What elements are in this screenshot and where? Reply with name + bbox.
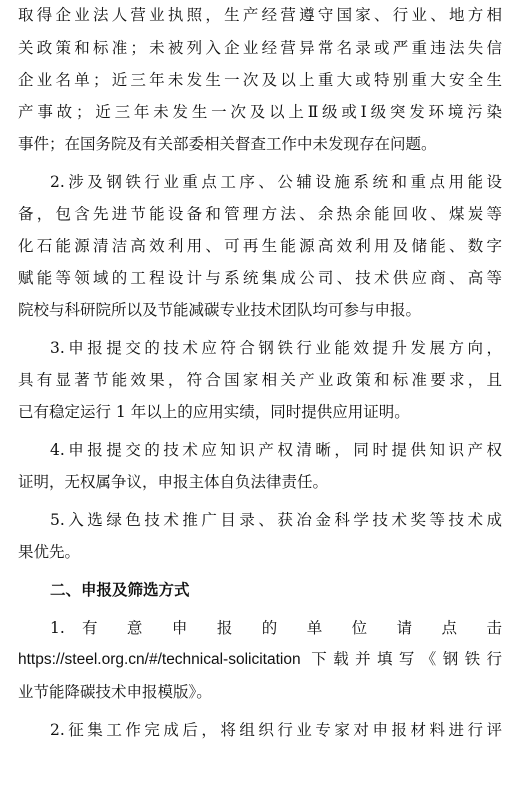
text-line: 2.征集工作完成后，将组织行业专家对申报材料进行评 [50,721,502,739]
text-line: 果优先。 [18,543,81,561]
text-line: 3.申报提交的技术应符合钢铁行业能效提升发展方向， [50,339,502,357]
text-line: 产事故；近三年未发生一次及以上Ⅱ级或Ⅰ级突发环境污染 [18,103,502,121]
url-text-line: https://steel.org.cn/#/technical-solicitation 下载并填写《钢铁行 [18,651,502,668]
text-line: 具有显著节能效果，符合国家相关产业政策和标准要求，且 [18,371,502,389]
text-line: 关政策和标准；未被列入企业经营异常名录或严重违法失信 [18,39,502,57]
text-line: 4.申报提交的技术应知识产权清晰，同时提供知识产权 [50,441,502,459]
text-line: 1. 有 意 申 报 的 单 位 请 点 击 [50,619,502,637]
section-heading: 二、申报及筛选方式 [50,581,190,599]
text-line: 证明，无权属争议，申报主体自负法律责任。 [18,473,329,491]
text-line: 备，包含先进节能设备和管理方法、余热余能回收、煤炭等 [18,205,502,223]
text-line: 取得企业法人营业执照，生产经营遵守国家、行业、地方相 [18,6,502,24]
text-line: 企业名单；近三年未发生一次及以上重大或特别重大安全生 [18,71,502,89]
text-line: 院校与科研院所以及节能减碳专业技术团队均可参与申报。 [18,301,422,319]
text-line: 赋能等领域的工程设计与系统集成公司、技术供应商、高等 [18,269,502,287]
text-line: 化石能源清洁高效利用、可再生能源高效利用及储能、数字 [18,237,502,255]
text-line: 5.入选绿色技术推广目录、获冶金科学技术奖等技术成 [50,511,502,529]
text-line: 业节能降碳技术申报模版》。 [18,683,212,701]
text-line: 事件；在国务院及有关部委相关督查工作中未发现存在问题。 [18,135,437,153]
text-line: 2.涉及钢铁行业重点工序、公辅设施系统和重点用能设 [50,173,502,191]
text-line: 已有稳定运行 1 年以上的应用实绩，同时提供应用证明。 [18,403,410,421]
